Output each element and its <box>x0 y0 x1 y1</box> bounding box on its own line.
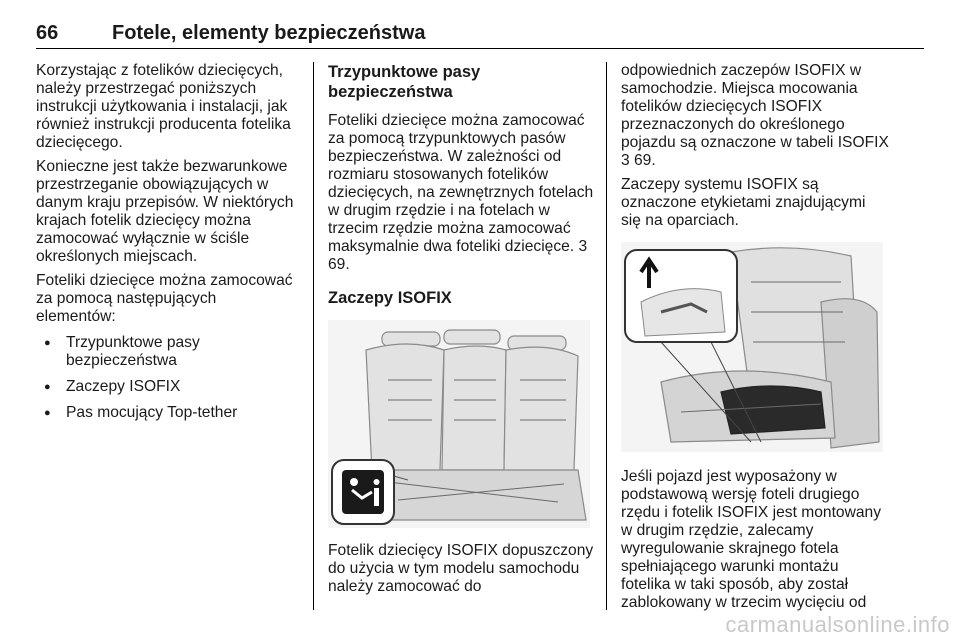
column-1 <box>36 62 300 430</box>
column-divider <box>606 62 607 610</box>
paragraph: Jeśli pojazd jest wyposażony w podstawową wersję foteli drugiego rzędu i fotelik ISOFIX jest montowany w drugim rzędzie, zalecamy wyregulowanie skrajnego fotela spełniającego warunki montażu fotelika w taki sposób, aby został zablokowany w trzecim wycięciu od <box>621 468 881 611</box>
page-title: Fotele, elementy bezpieczeństwa <box>112 22 426 44</box>
rear-seats-isofix-illustration <box>328 320 590 528</box>
paragraph <box>328 112 594 274</box>
paragraph: Fotelik dziecięcy ISOFIX dopuszczony do użycia w tym modelu samochodu należy zamocować do <box>328 542 594 595</box>
paragraph-text: odpowiednich zaczepów ISOFIX w samochodzie. Miejsca mocowania fotelików dziecięcych ISOFIX przeznaczonych do określonego pojazdu są oznaczone w tabeli ISOFIX <box>621 62 889 151</box>
page-header <box>36 8 924 49</box>
paragraph-text: Foteliki dziecięce można zamocować za pomocą trzypunktowych pasów bezpieczeństwa. W zależności od rozmiaru stosowanych fotelików dziecięcych, na zewnętrznych fotelach w drugim rzędzie i na fotelach w trzecim rzędzie można zamocować maksymalnie dwa foteliki dziecięce. <box>328 112 594 255</box>
column-3 <box>621 62 889 618</box>
page-reference: 3 69. <box>621 152 656 169</box>
paragraph: Foteliki dziecięce można zamocować za pomocą następujących elementów: <box>36 272 293 325</box>
column-divider <box>313 62 314 610</box>
paragraph: Korzystając z fotelików dziecięcych, należy przestrzegać poniższych instrukcji użytkowania i instalacji, jak również instrukcji producenta fotelika dziecięcego. <box>36 62 291 151</box>
paragraph: Konieczne jest także bezwarunkowe przestrzeganie obowiązujących w danym kraju przepisów. W niektórych krajach fotelik dziecięcy można zamocować wyłącznie w ściśle określonych miejscach. <box>36 158 294 265</box>
watermark: carmanualsonline.info <box>725 612 950 637</box>
bullet-list <box>36 334 300 422</box>
paragraph <box>621 62 889 170</box>
anchor-illustration-svg <box>621 242 883 452</box>
column-2 <box>328 62 594 602</box>
section-heading: Trzypunktowe pasy bezpieczeństwa <box>328 63 481 101</box>
seat-illustration-svg <box>328 320 590 528</box>
section-heading: Zaczepy ISOFIX <box>328 289 452 307</box>
list-item: ● Trzypunktowe pasy bezpieczeństwa <box>36 334 300 370</box>
paragraph: Zaczepy systemu ISOFIX są oznaczone etykietami znajdującymi się na oparciach. <box>621 176 866 229</box>
page-number: 66 <box>36 22 59 44</box>
list-item: ● Pas mocujący Top-tether <box>36 404 300 422</box>
page-reference: 3 69. <box>328 238 588 273</box>
list-item: ● Zaczepy ISOFIX <box>36 378 300 396</box>
seat-isofix-anchor-illustration <box>621 242 883 452</box>
